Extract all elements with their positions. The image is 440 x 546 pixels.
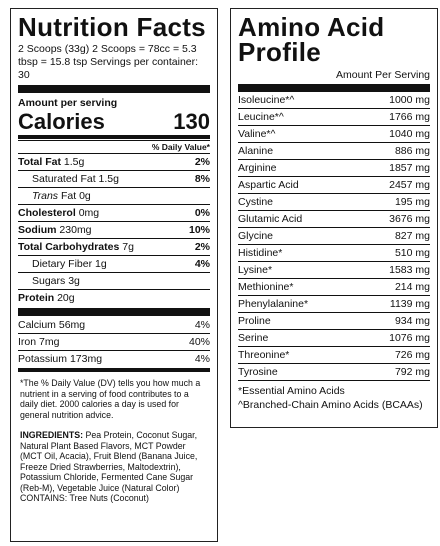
nutrient-row (18, 204, 210, 221)
daily-value-footnote: *The % Daily Value (DV) tells you how much a nutrient in a serving of food contributes to a daily diet. 2000 calories a day is used for general nutrition advice. (20, 378, 201, 420)
amino-value: 1857 mg (389, 162, 430, 174)
nutrient-label: Total Carbohydrates (18, 241, 120, 253)
vitamin-label: Calcium (18, 319, 56, 331)
vitamin-amount: 7mg (39, 336, 60, 348)
nutrient-amount: 7g (122, 241, 134, 253)
vitamin-row (18, 333, 210, 350)
ingredients-text: Pea Protein, Coconut Sugar, Natural Plant Based Flavors, MCT Powder (MCT Oil, Acacia), Fruit Blend (Banana Juice, Freeze Dried Strawberries, Maltodextrin), Potassium Chloride, Fermented Cane Sugar (Reb-M), Vegetable Juice (Natural Color) (20, 430, 198, 493)
amino-row (238, 176, 430, 193)
amino-name: Isoleucine*^ (238, 94, 295, 106)
amino-row (238, 346, 430, 363)
thick-divider (18, 85, 210, 93)
amino-row (238, 363, 430, 381)
medium-divider (18, 368, 210, 372)
amino-row (238, 244, 430, 261)
amino-row (238, 261, 430, 278)
nutrient-amount: 1g (95, 258, 107, 270)
nutrient-row (18, 272, 210, 289)
nutrient-label: Protein (18, 292, 55, 304)
amino-value: 1000 mg (389, 94, 430, 106)
nutrient-dv: 2% (194, 156, 210, 168)
vitamin-row (18, 317, 210, 333)
vitamin-dv: 40% (188, 336, 210, 348)
nutrient-row (18, 187, 210, 204)
allergen-contains: CONTAINS: Tree Nuts (Coconut) (20, 493, 149, 503)
amount-per-serving: Amount per serving (18, 97, 118, 109)
nutrient-amount: 3g (68, 275, 80, 287)
amino-name: Aspartic Acid (238, 179, 299, 191)
nutrient-dv: 0% (194, 207, 210, 219)
nutrient-row (18, 221, 210, 238)
amino-row (238, 125, 430, 142)
amino-value: 2457 mg (389, 179, 430, 191)
essential-note: *Essential Amino Acids (238, 385, 345, 397)
nutrient-label: Trans (32, 190, 59, 202)
nutrient-dv: 2% (194, 241, 210, 253)
ingredients (20, 430, 208, 504)
amino-value: 214 mg (394, 281, 430, 293)
amino-row (238, 329, 430, 346)
nutrient-label: Sugars (32, 275, 66, 287)
amino-row (238, 210, 430, 227)
bcaa-note: ^Branched-Chain Amino Acids (BCAAs) (238, 398, 423, 411)
nutrient-row (18, 153, 210, 170)
amino-name: Lysine* (238, 264, 273, 276)
amino-name: Serine (238, 332, 269, 344)
amino-name: Arginine (238, 162, 277, 174)
amino-row (238, 142, 430, 159)
amino-name: Leucine*^ (238, 111, 284, 123)
nutrient-row (18, 238, 210, 255)
amino-title: Amino Acid Profile (238, 12, 385, 67)
amino-value: 726 mg (394, 349, 430, 361)
amino-row (238, 312, 430, 329)
amino-name: Cystine (238, 196, 274, 208)
amino-value: 1139 mg (389, 298, 430, 310)
nutrient-amount: 230mg (59, 224, 92, 236)
amino-value: 3676 mg (389, 213, 430, 225)
nutrient-row (18, 255, 210, 272)
nutrient-amount: 1.5g (63, 156, 85, 168)
amino-value: 1040 mg (389, 128, 430, 140)
vitamin-dv: 4% (194, 319, 210, 331)
amino-name: Phenylalanine* (238, 298, 309, 310)
amino-name: Alanine (238, 145, 274, 157)
amount-per-serving: Amount Per Serving (336, 69, 430, 81)
vitamin-amount: 173mg (69, 353, 103, 365)
amino-name: Proline (238, 315, 271, 327)
nutrient-amount: Fat 0g (60, 190, 91, 202)
amino-acid-panel (230, 8, 438, 428)
calories-value: 130 (173, 109, 210, 134)
nutrient-dv: 10% (188, 224, 210, 236)
serving-info: 2 Scoops (33g) 2 Scoops = 78cc = 5.3 tbsp = 15.8 tsp Servings per container: 30 (18, 43, 199, 81)
amino-name: Tyrosine (238, 366, 278, 378)
calories-row (18, 110, 210, 134)
amino-name: Histidine* (238, 247, 283, 259)
nutrient-label: Dietary Fiber (32, 258, 93, 270)
amino-value: 827 mg (394, 230, 430, 242)
amino-value: 195 mg (394, 196, 430, 208)
amino-row (238, 295, 430, 312)
amino-row (238, 227, 430, 244)
amino-value: 510 mg (394, 247, 430, 259)
calories-label: Calories (18, 109, 105, 134)
amino-value: 1583 mg (389, 264, 430, 276)
amino-name: Valine*^ (238, 128, 276, 140)
amino-name: Threonine* (238, 349, 290, 361)
amino-row (238, 92, 430, 108)
vitamin-dv: 4% (194, 353, 210, 365)
vitamin-row (18, 350, 210, 367)
nutrient-amount: 0mg (78, 207, 100, 219)
nutrient-label: Cholesterol (18, 207, 76, 219)
amino-row (238, 159, 430, 176)
amino-name: Glutamic Acid (238, 213, 303, 225)
medium-divider (18, 135, 210, 139)
nutrient-row (18, 289, 210, 306)
nutrient-dv: 8% (194, 173, 210, 185)
thick-divider (18, 308, 210, 316)
nutrient-label: Total Fat (18, 156, 61, 168)
nutrition-title: Nutrition Facts (18, 12, 206, 42)
nutrient-dv: 4% (194, 258, 210, 270)
nutrient-label: Sodium (18, 224, 57, 236)
amino-value: 792 mg (394, 366, 430, 378)
amino-value: 934 mg (394, 315, 430, 327)
amino-value: 886 mg (394, 145, 430, 157)
amino-name: Methionine* (238, 281, 294, 293)
nutrient-row (18, 170, 210, 187)
amino-table (238, 92, 430, 381)
amino-row (238, 193, 430, 210)
amino-row (238, 108, 430, 125)
amino-value: 1766 mg (389, 111, 430, 123)
vitamin-label: Iron (18, 336, 37, 348)
vitamin-amount: 56mg (58, 319, 86, 331)
nutrient-label: Saturated Fat (32, 173, 96, 185)
vitamin-label: Potassium (18, 353, 68, 365)
amino-value: 1076 mg (389, 332, 430, 344)
daily-value-header: % Daily Value* (18, 140, 210, 153)
amino-notes (238, 385, 430, 412)
nutrition-facts-panel (10, 8, 218, 542)
thick-divider (238, 84, 430, 92)
nutrient-amount: 1.5g (98, 173, 119, 185)
ingredients-label: INGREDIENTS: (20, 430, 84, 440)
amino-name: Glycine (238, 230, 274, 242)
nutrient-amount: 20g (57, 292, 75, 304)
amino-row (238, 278, 430, 295)
